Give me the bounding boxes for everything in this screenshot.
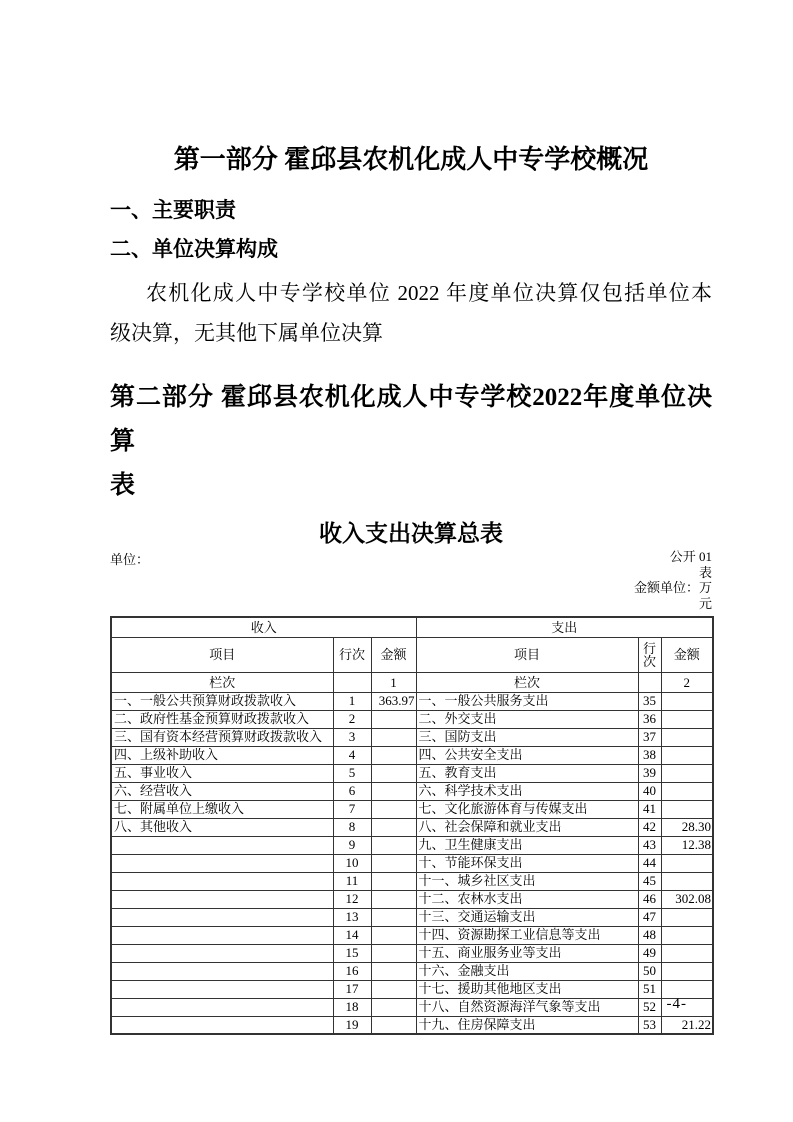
income-amount-cell xyxy=(371,782,416,800)
income-amount-cell xyxy=(371,962,416,980)
table-body xyxy=(111,692,713,1034)
empty-cell xyxy=(333,672,371,692)
income-item-cell xyxy=(111,962,333,980)
income-amount-header: 金额 xyxy=(371,637,416,672)
expenditure-row-no-cell: 49 xyxy=(638,944,661,962)
table-row xyxy=(111,818,713,836)
income-item-cell xyxy=(111,980,333,998)
empty-cell xyxy=(638,672,661,692)
expenditure-amount-cell xyxy=(661,926,713,944)
part2-heading-line: 表 xyxy=(110,472,136,499)
income-row-no-cell: 8 xyxy=(333,818,371,836)
income-row-no-cell: 2 xyxy=(333,710,371,728)
expenditure-item-cell: 十八、自然资源海洋气象等支出 xyxy=(416,998,638,1016)
expenditure-amount-cell: 21.22 xyxy=(661,1016,713,1034)
expenditure-amount-cell xyxy=(661,746,713,764)
income-item-cell xyxy=(111,854,333,872)
expenditure-item-cell: 十七、援助其他地区支出 xyxy=(416,980,638,998)
income-amount-cell xyxy=(371,926,416,944)
income-amount-cell xyxy=(371,872,416,890)
table-row xyxy=(111,980,713,998)
income-amount-cell: 363.97 xyxy=(371,692,416,710)
page-number: -4- xyxy=(666,996,687,1012)
income-row-no-cell: 18 xyxy=(333,998,371,1016)
income-item-cell xyxy=(111,944,333,962)
income-amount-cell xyxy=(371,818,416,836)
income-row-no-cell: 12 xyxy=(333,890,371,908)
expenditure-amount-cell xyxy=(661,962,713,980)
expenditure-item-cell: 十、节能环保支出 xyxy=(416,854,638,872)
income-item-cell: 六、经营收入 xyxy=(111,782,333,800)
income-amount-cell xyxy=(371,908,416,926)
expenditure-row-no-cell: 41 xyxy=(638,800,661,818)
table-row xyxy=(111,872,713,890)
expenditure-amount-cell: 302.08 xyxy=(661,890,713,908)
income-row-no-cell: 19 xyxy=(333,1016,371,1034)
table-row xyxy=(111,890,713,908)
table-row xyxy=(111,1016,713,1034)
expenditure-row-no-cell: 44 xyxy=(638,854,661,872)
income-row-no-cell: 10 xyxy=(333,854,371,872)
income-row-no-header: 行次 xyxy=(333,637,371,672)
expenditure-row-no-cell: 38 xyxy=(638,746,661,764)
expenditure-amount-cell xyxy=(661,908,713,926)
income-row-no-cell: 4 xyxy=(333,746,371,764)
expenditure-amount-cell xyxy=(661,728,713,746)
expenditure-row-no-cell: 45 xyxy=(638,872,661,890)
expenditure-row-no-cell: 47 xyxy=(638,908,661,926)
expenditure-row-no-cell: 37 xyxy=(638,728,661,746)
income-amount-cell xyxy=(371,890,416,908)
expenditure-item-cell: 十五、商业服务业等支出 xyxy=(416,944,638,962)
expenditure-row-no-header: 行次 xyxy=(638,637,661,672)
expenditure-row-no-cell: 36 xyxy=(638,710,661,728)
table-row xyxy=(111,800,713,818)
income-row-no-cell: 11 xyxy=(333,872,371,890)
expenditure-row-no-cell: 40 xyxy=(638,782,661,800)
table-title: 收入支出决算总表 xyxy=(319,520,503,546)
income-amount-cell xyxy=(371,1016,416,1034)
income-row-no-cell: 1 xyxy=(333,692,371,710)
table-row xyxy=(111,728,713,746)
table-column-index-row xyxy=(111,672,713,692)
income-item-cell xyxy=(111,998,333,1016)
expenditure-item-cell: 八、社会保障和就业支出 xyxy=(416,818,638,836)
note-line: 公开 01 xyxy=(669,549,712,564)
table-row xyxy=(111,782,713,800)
income-amount-cell xyxy=(371,944,416,962)
note-line: 表 xyxy=(698,564,712,580)
expenditure-amount-cell: 12.38 xyxy=(661,836,713,854)
income-row-no-cell: 7 xyxy=(333,800,371,818)
income-amount-cell xyxy=(371,746,416,764)
table-row xyxy=(111,764,713,782)
expenditure-amount-cell xyxy=(661,872,713,890)
table-row xyxy=(111,710,713,728)
intro-paragraph xyxy=(110,273,712,353)
income-item-cell: 四、上级补助收入 xyxy=(111,746,333,764)
income-amount-cell xyxy=(371,764,416,782)
income-item-cell xyxy=(111,890,333,908)
income-row-no-cell: 3 xyxy=(333,728,371,746)
expenditure-item-cell: 九、卫生健康支出 xyxy=(416,836,638,854)
income-row-no-cell: 6 xyxy=(333,782,371,800)
income-item-cell: 五、事业收入 xyxy=(111,764,333,782)
expenditure-row-no-cell: 46 xyxy=(638,890,661,908)
table-row xyxy=(111,998,713,1016)
income-row-no-cell: 5 xyxy=(333,764,371,782)
table-row xyxy=(111,836,713,854)
income-row-no-cell: 14 xyxy=(333,926,371,944)
expenditure-row-no-cell: 50 xyxy=(638,962,661,980)
subheading-main-duties: 一、主要职责 xyxy=(110,199,236,222)
income-row-no-cell: 17 xyxy=(333,980,371,998)
part2-heading-line: 第二部分 霍邱县农机化成人中专学校2022年度单位决算 xyxy=(110,384,712,455)
expenditure-row-no-cell: 53 xyxy=(638,1016,661,1034)
part2-heading xyxy=(110,376,712,508)
expenditure-item-cell: 五、教育支出 xyxy=(416,764,638,782)
expenditure-amount-cell: 28.30 xyxy=(661,818,713,836)
income-section-header: 收入 xyxy=(111,617,416,637)
expenditure-item-cell: 一、一般公共服务支出 xyxy=(416,692,638,710)
income-row-no-cell: 15 xyxy=(333,944,371,962)
expenditure-item-cell: 十一、城乡社区支出 xyxy=(416,872,638,890)
expenditure-row-no-cell: 35 xyxy=(638,692,661,710)
income-amount-cell xyxy=(371,980,416,998)
part1-heading: 第一部分 霍邱县农机化成人中专学校概况 xyxy=(173,145,649,174)
note-line: 元 xyxy=(698,595,712,611)
income-item-cell xyxy=(111,926,333,944)
expenditure-item-cell: 十九、住房保障支出 xyxy=(416,1016,638,1034)
income-item-cell: 二、政府性基金预算财政拨款收入 xyxy=(111,710,333,728)
expenditure-item-cell: 六、科学技术支出 xyxy=(416,782,638,800)
document-content xyxy=(110,0,712,1035)
income-amount-cell xyxy=(371,854,416,872)
table-row xyxy=(111,854,713,872)
expenditure-item-header: 项目 xyxy=(416,637,638,672)
table-row xyxy=(111,926,713,944)
table-row xyxy=(111,692,713,710)
expenditure-row-no-cell: 48 xyxy=(638,926,661,944)
income-item-cell: 八、其他收入 xyxy=(111,818,333,836)
income-amount-cell xyxy=(371,800,416,818)
expenditure-item-cell: 七、文化旅游体育与传媒支出 xyxy=(416,800,638,818)
expenditure-section-header: 支出 xyxy=(416,617,713,637)
expenditure-amount-cell xyxy=(661,692,713,710)
income-item-cell xyxy=(111,872,333,890)
expenditure-item-cell: 三、国防支出 xyxy=(416,728,638,746)
income-amount-cell xyxy=(371,998,416,1016)
expenditure-amount-cell xyxy=(661,800,713,818)
table-column-header-row xyxy=(111,637,713,672)
income-amount-cell xyxy=(371,710,416,728)
income-row-no-cell: 16 xyxy=(333,962,371,980)
table-row xyxy=(111,962,713,980)
table-row xyxy=(111,944,713,962)
income-row-no-cell: 13 xyxy=(333,908,371,926)
expenditure-amount-cell xyxy=(661,764,713,782)
expenditure-amount-header: 金额 xyxy=(661,637,713,672)
unit-label: 单位： xyxy=(110,552,150,567)
income-item-cell: 一、一般公共预算财政拨款收入 xyxy=(111,692,333,710)
expenditure-amount-cell xyxy=(661,782,713,800)
income-item-header: 项目 xyxy=(111,637,333,672)
expenditure-amount-cell xyxy=(661,854,713,872)
income-amount-col-no: 1 xyxy=(371,672,416,692)
income-item-cell: 七、附属单位上缴收入 xyxy=(111,800,333,818)
expenditure-item-cell: 十二、农林水支出 xyxy=(416,890,638,908)
income-column-row-label: 栏次 xyxy=(111,672,333,692)
expenditure-item-cell: 十四、资源勘探工业信息等支出 xyxy=(416,926,638,944)
expenditure-item-cell: 二、外交支出 xyxy=(416,710,638,728)
expenditure-column-row-label: 栏次 xyxy=(416,672,638,692)
expenditure-row-no-cell: 52 xyxy=(638,998,661,1016)
table-row xyxy=(111,908,713,926)
expenditure-amount-cell xyxy=(661,944,713,962)
income-item-cell xyxy=(111,1016,333,1034)
table-section-header-row xyxy=(111,617,713,637)
expenditure-amount-col-no: 2 xyxy=(661,672,713,692)
income-item-cell xyxy=(111,908,333,926)
income-row-no-cell: 9 xyxy=(333,836,371,854)
expenditure-amount-cell xyxy=(661,710,713,728)
paragraph-line: 级决算，无其他下属单位决算 xyxy=(110,321,383,345)
expenditure-row-no-cell: 51 xyxy=(638,980,661,998)
income-item-cell xyxy=(111,836,333,854)
note-line: 金额单位：万 xyxy=(633,580,712,595)
expenditure-item-cell: 四、公共安全支出 xyxy=(416,746,638,764)
budget-summary-table xyxy=(110,616,714,1035)
table-notes xyxy=(110,549,712,611)
income-amount-cell xyxy=(371,728,416,746)
expenditure-row-no-cell: 39 xyxy=(638,764,661,782)
subheading-unit-composition: 二、单位决算构成 xyxy=(110,238,278,261)
expenditure-item-cell: 十六、金融支出 xyxy=(416,962,638,980)
income-item-cell: 三、国有资本经营预算财政拨款收入 xyxy=(111,728,333,746)
expenditure-row-no-cell: 42 xyxy=(638,818,661,836)
income-amount-cell xyxy=(371,836,416,854)
expenditure-row-no-cell: 43 xyxy=(638,836,661,854)
table-row xyxy=(111,746,713,764)
paragraph-line: 农机化成人中专学校单位 2022 年度单位决算仅包括单位本 xyxy=(146,281,712,305)
expenditure-item-cell: 十三、交通运输支出 xyxy=(416,908,638,926)
